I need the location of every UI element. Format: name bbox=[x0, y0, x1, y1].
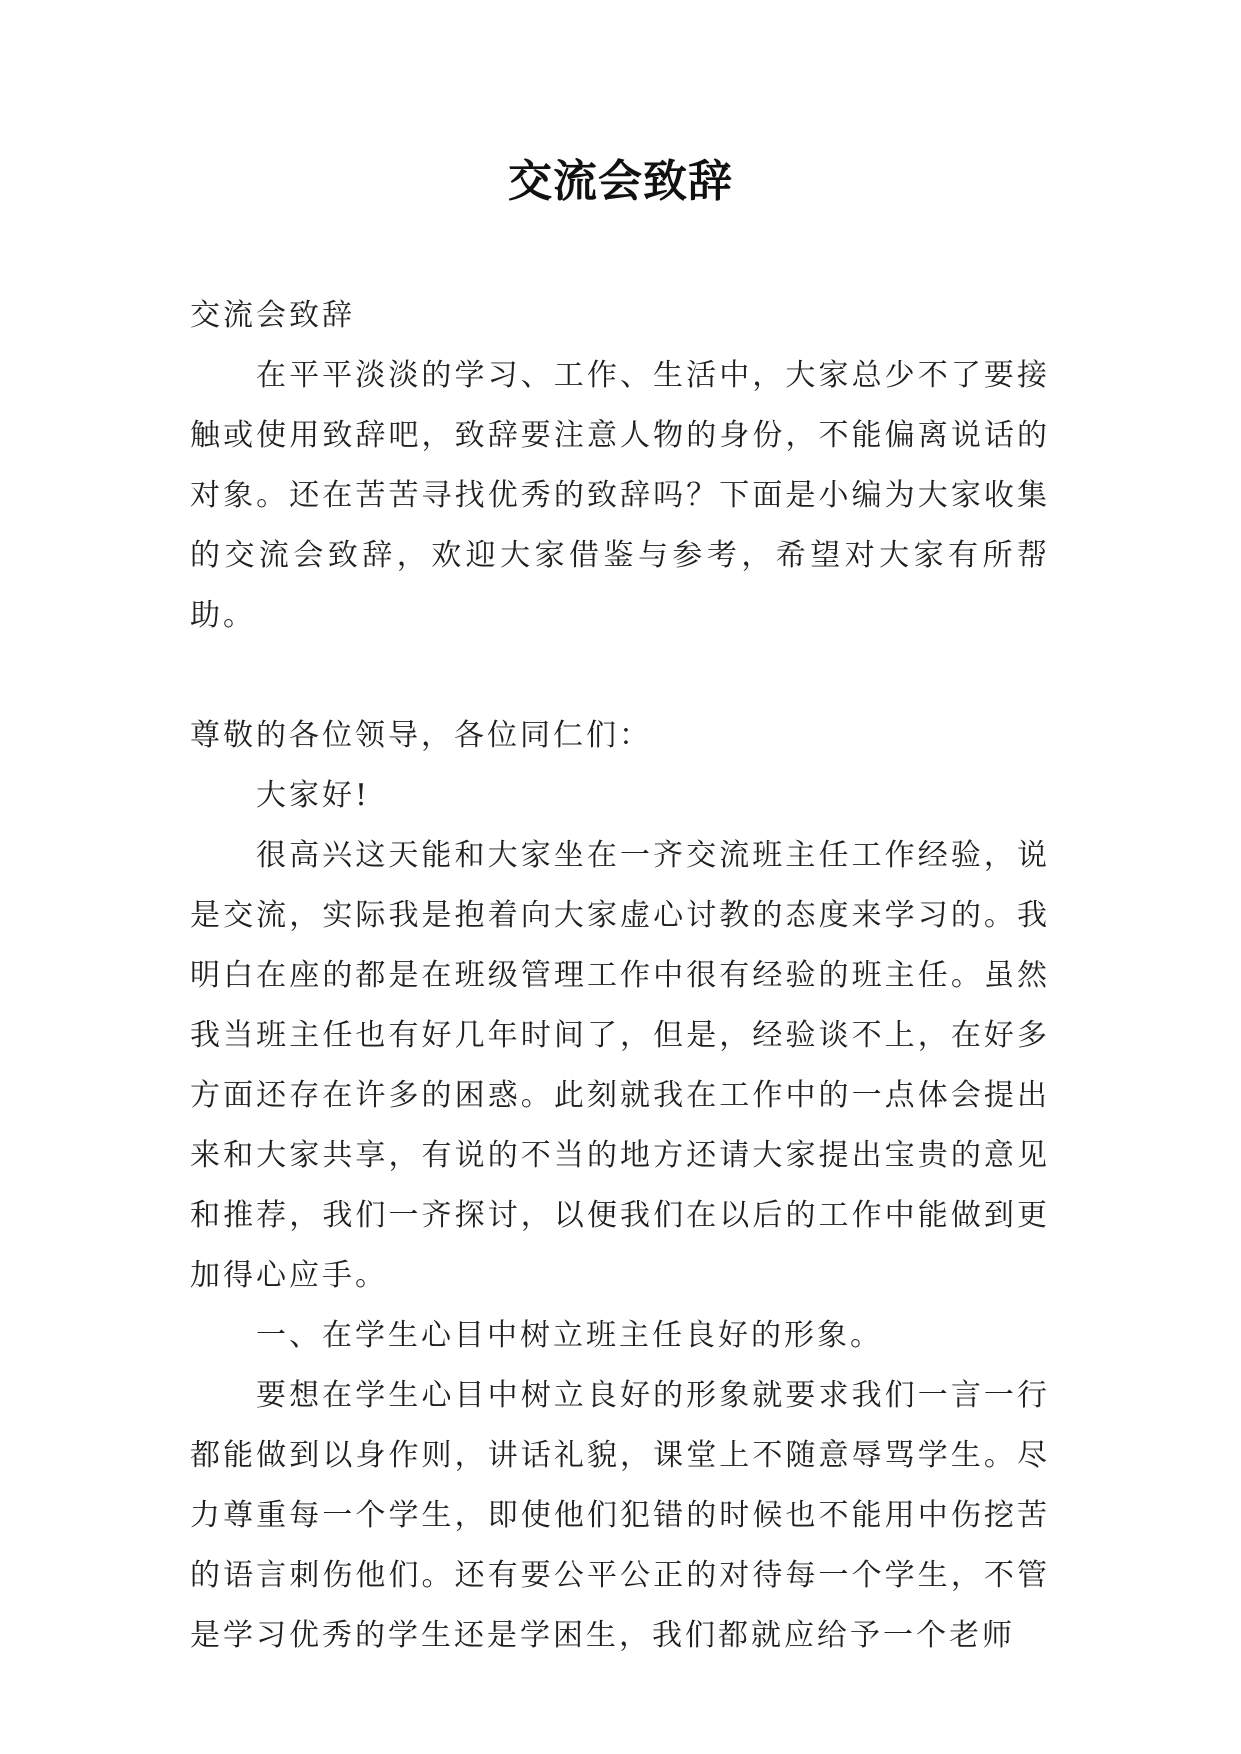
document-body bbox=[190, 286, 1050, 1666]
subtitle: 交流会致辞 bbox=[190, 298, 355, 333]
greeting: 大家好! bbox=[256, 778, 371, 813]
intro-paragraph: 在平平淡淡的学习、工作、生活中，大家总少不了要接触或使用致辞吧，致辞要注意人物的身份，不能偏离说话的对象。还在苦苦寻找优秀的致辞吗？下面是小编为大家收集的交流会致辞，欢迎大家借鉴与参考，希望对大家有所帮助。 bbox=[190, 358, 1050, 633]
section-heading-1: 一、在学生心目中树立班主任良好的形象。 bbox=[256, 1318, 883, 1353]
document-title: 交流会致辞 bbox=[508, 156, 733, 207]
paragraph-spacer bbox=[190, 646, 1050, 706]
body-paragraph-2: 要想在学生心目中树立良好的形象就要求我们一言一行都能做到以身作则，讲话礼貌，课堂上不随意辱骂学生。尽力尊重每一个学生，即使他们犯错的时候也不能用中伤挖苦的语言刺伤他们。还有要公平公正的对待每一个学生，不管是学习优秀的学生还是学困生，我们都就应给予一个老师 bbox=[190, 1378, 1050, 1653]
salutation: 尊敬的各位领导，各位同仁们： bbox=[190, 718, 652, 753]
body-paragraph-1: 很高兴这天能和大家坐在一齐交流班主任工作经验，说是交流，实际我是抱着向大家虚心讨教的态度来学习的。我明白在座的都是在班级管理工作中很有经验的班主任。虽然我当班主任也有好几年时间了，但是，经验谈不上，在好多方面还存在许多的困惑。此刻就我在工作中的一点体会提出来和大家共享，有说的不当的地方还请大家提出宝贵的意见和推荐，我们一齐探讨，以便我们在以后的工作中能做到更加得心应手。 bbox=[190, 838, 1050, 1293]
